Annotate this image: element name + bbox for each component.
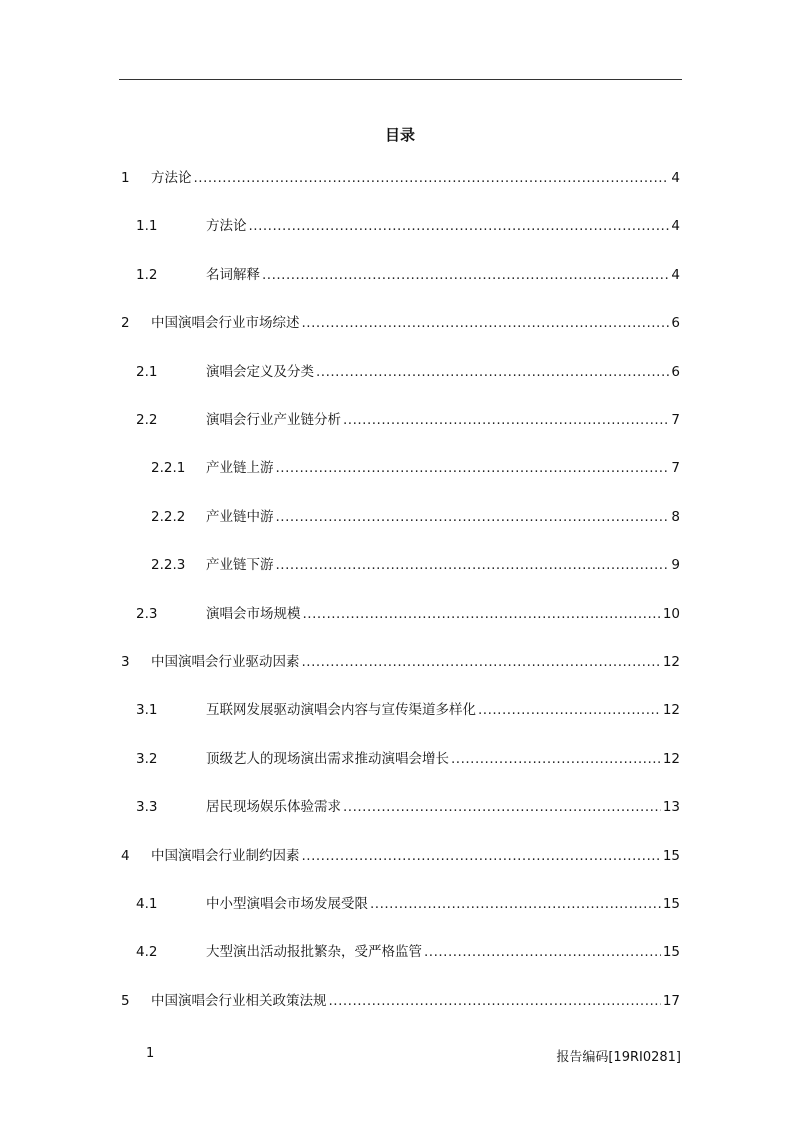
toc-entry-line [206,410,680,430]
toc-leader-dots [302,652,661,672]
toc-entry-line [151,652,680,672]
toc-entry-number: 2.2 [136,412,158,428]
toc-leader-dots [276,555,670,575]
toc-entry[interactable] [0,942,800,962]
toc-entry-number: 4 [121,847,130,864]
toc-entry[interactable] [0,265,800,285]
header-rule [119,79,682,80]
toc-entry[interactable] [0,168,800,188]
toc-entry[interactable] [0,749,800,769]
toc-entry-page: 7 [671,412,680,428]
toc-leader-dots [249,216,670,236]
toc-entry-page: 8 [671,508,680,525]
toc-entry-page: 4 [671,170,680,186]
footer-page-number: 1 [146,1046,155,1061]
toc-entry-title: 产业链下游 [206,557,274,574]
toc-entry[interactable] [0,991,800,1011]
toc-entry-number: 2.2.1 [151,460,186,477]
toc-entry-line [206,555,680,575]
toc-entry-title: 产业链上游 [206,460,274,477]
toc-entry-title: 演唱会定义及分类 [206,363,314,380]
toc-entry-line [206,894,680,914]
toc-entry[interactable] [0,700,800,720]
toc-leader-dots [302,846,661,866]
toc-entry-number: 2 [121,315,130,332]
toc-entry-page: 7 [671,460,680,477]
toc-entry-title: 顶级艺人的现场演出需求推动演唱会增长 [206,750,449,767]
toc-leader-dots [329,991,661,1011]
toc-entry-page: 4 [671,218,680,235]
toc-entry-number: 3.1 [136,702,158,719]
toc-entry-line [151,991,680,1011]
toc-entry-page: 6 [671,363,680,380]
toc-leader-dots [262,265,669,285]
toc-entry-line [206,458,680,478]
toc-leader-dots [194,168,670,188]
toc-title: 目录 [384,126,415,144]
toc-entry-title: 中国演唱会行业制约因素 [151,847,300,864]
toc-entry-title: 居民现场娱乐体验需求 [206,799,341,816]
toc-entry-number: 3.2 [136,750,158,767]
toc-leader-dots [424,942,661,962]
toc-entry-page: 10 [662,605,680,622]
toc-leader-dots [302,313,670,333]
toc-entry-title: 中国演唱会行业驱动因素 [151,654,300,670]
toc-entry-title: 中国演唱会行业相关政策法规 [151,992,327,1009]
toc-entry-page: 13 [662,799,680,816]
toc-entry-line [206,216,680,236]
toc-entry-line [151,846,680,866]
toc-entry-line [206,507,680,527]
toc-entry-number: 2.3 [136,605,158,622]
toc-entry-title: 演唱会市场规模 [206,605,301,622]
toc-entry-title: 互联网发展驱动演唱会内容与宣传渠道多样化 [206,702,476,719]
toc-entry-title: 演唱会行业产业链分析 [206,412,341,428]
toc-leader-dots [478,700,661,720]
toc-entry-line [206,604,680,624]
toc-entry-page: 4 [671,266,680,283]
toc-entry-number: 2.2.2 [151,508,186,525]
toc-entry-line [206,700,680,720]
toc-entry[interactable] [0,846,800,866]
toc-leader-dots [276,458,670,478]
toc-entry-number: 5 [121,992,130,1009]
toc-entry-title: 方法论 [151,170,192,186]
toc-entry-title: 名词解释 [206,266,260,283]
toc-entry[interactable] [0,410,800,430]
toc-leader-dots [343,797,661,817]
toc-entry-page: 12 [662,654,680,670]
toc-entry-number: 2.1 [136,363,158,380]
toc-entry-line [206,749,680,769]
toc-entry-page: 9 [671,557,680,574]
toc-entry-number: 1.1 [136,218,158,235]
toc-entry[interactable] [0,555,800,575]
toc-entry-title: 产业链中游 [206,508,274,525]
toc-entry-line [151,168,680,188]
toc-entry-line [206,797,680,817]
toc-leader-dots [303,604,661,624]
toc-entry-number: 1.2 [136,266,158,283]
toc-entry-title: 中国演唱会行业市场综述 [151,315,300,332]
footer-report-code: 报告编码[19RI0281] [556,1050,681,1065]
toc-entry-page: 17 [662,992,680,1009]
toc-entry-page: 12 [662,702,680,719]
toc-entry-page: 6 [671,315,680,332]
toc-entry[interactable] [0,362,800,382]
toc-entry-number: 1 [121,170,130,186]
toc-entry-title: 中小型演唱会市场发展受限 [206,896,368,912]
toc-entry-number: 4.2 [136,944,158,961]
toc-entry-title: 方法论 [206,218,247,235]
toc-entry[interactable] [0,652,800,672]
toc-entry-page: 12 [662,750,680,767]
toc-entry-number: 3 [121,654,130,670]
toc-leader-dots [316,362,669,382]
toc-entry-line [206,265,680,285]
toc-entry-line [206,362,680,382]
toc-entry-page: 15 [662,896,680,912]
toc-entry[interactable] [0,604,800,624]
toc-entry[interactable] [0,458,800,478]
toc-leader-dots [276,507,670,527]
toc-leader-dots [451,749,661,769]
toc-leader-dots [370,894,661,914]
toc-entry-page: 15 [662,847,680,864]
toc-entry-line [151,313,680,333]
toc-entry-title: 大型演出活动报批繁杂，受严格监管 [206,944,422,961]
toc-entry[interactable] [0,797,800,817]
toc-entry-page: 15 [662,944,680,961]
toc-entry-line [206,942,680,962]
toc-entry-number: 2.2.3 [151,557,186,574]
toc-entry-number: 3.3 [136,799,158,816]
toc-entry[interactable] [0,507,800,527]
toc-entry[interactable] [0,313,800,333]
toc-entry[interactable] [0,216,800,236]
toc-leader-dots [343,410,669,430]
toc-entry[interactable] [0,894,800,914]
toc-entry-number: 4.1 [136,896,158,912]
